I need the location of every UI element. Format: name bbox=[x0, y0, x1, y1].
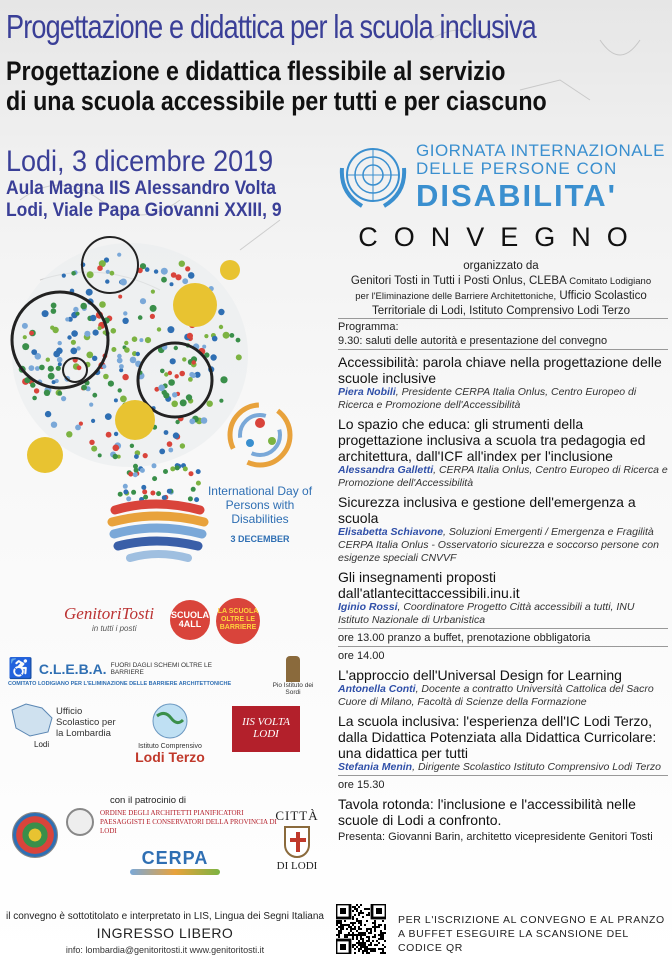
bulb-dot bbox=[65, 317, 69, 321]
bulb-dot bbox=[35, 366, 40, 371]
bulb-dot bbox=[175, 465, 180, 470]
un-line-3: DISABILITA' bbox=[416, 178, 618, 213]
bulb-dot bbox=[218, 309, 224, 315]
bulb-dot bbox=[188, 377, 193, 382]
bulb-dot bbox=[128, 472, 133, 477]
bulb-dot bbox=[172, 392, 177, 397]
cerpa-text: CERPA bbox=[141, 848, 209, 868]
bulb-dot bbox=[62, 274, 66, 278]
bulb-dot bbox=[34, 388, 39, 393]
bulb-dot bbox=[118, 388, 122, 392]
bulb-dot bbox=[185, 266, 190, 271]
bulb-dot bbox=[204, 334, 208, 338]
chess-cube-icon bbox=[12, 812, 58, 858]
bulb-dot bbox=[188, 496, 193, 501]
bulb-dot bbox=[143, 453, 148, 458]
genitori-name: GenitoriTosti bbox=[64, 604, 155, 623]
bulb-dot bbox=[118, 295, 122, 299]
speaker-role: , CERPA Italia Onlus, Centro Europeo di Ricerca e Promozione dell'Accessibilità bbox=[338, 464, 668, 489]
speaker-name: Elisabetta Schiavone bbox=[338, 526, 444, 538]
talk-title: Gli insegnamenti proposti dall'atlantecittaccessibili.inu.it bbox=[338, 569, 520, 601]
talk-speaker bbox=[338, 601, 668, 627]
bulb-dot bbox=[189, 418, 195, 424]
bulb-dot bbox=[189, 372, 194, 377]
coat-of-arms-icon bbox=[284, 826, 310, 858]
bulb-dot bbox=[106, 432, 112, 438]
bulb-dot bbox=[167, 489, 172, 494]
ordine-emblem-icon bbox=[66, 808, 94, 836]
bulb-dot bbox=[188, 272, 195, 279]
ordine-text: ORDINE DEGLI ARCHITETTI PIANIFICATORI PAESAGGISTI E CONSERVATORI DELLA PROVINCIA DI LODI bbox=[100, 808, 277, 835]
bulb-dot bbox=[162, 495, 167, 500]
bulb-dot bbox=[154, 269, 158, 273]
bulb-dot bbox=[236, 338, 241, 343]
cleba-sub: FUORI DAGLI SCHEMI OLTRE LE BARRIERE bbox=[110, 661, 212, 676]
bulb-dot bbox=[97, 265, 103, 271]
bulb-dot bbox=[170, 358, 176, 364]
bulb-dot bbox=[196, 481, 201, 486]
bulb-dot bbox=[113, 454, 118, 459]
event-date: Lodi, 3 dicembre 2019 bbox=[6, 145, 274, 178]
pio-istituto-logo bbox=[268, 656, 318, 696]
bulb-dot bbox=[123, 484, 128, 489]
bulb-dot bbox=[91, 446, 97, 452]
bulb-dot bbox=[86, 289, 93, 296]
bulb-dot bbox=[93, 330, 99, 336]
bulb-dot bbox=[51, 308, 57, 314]
un-day-text bbox=[416, 142, 665, 178]
subtitle bbox=[6, 56, 547, 116]
bulb-dot bbox=[103, 374, 109, 380]
org-1-small: Comitato Lodigiano bbox=[569, 276, 652, 287]
bulb-dot bbox=[32, 396, 37, 401]
org-2: Ufficio Scolastico bbox=[559, 290, 647, 302]
main-title: Progettazione e didattica per la scuola inclusiva bbox=[6, 8, 536, 45]
qr-instructions: PER L'ISCRIZIONE AL CONVEGNO E AL PRANZO A BUFFET ESEGUIRE LA SCANSIONE DEL CODICE QR bbox=[398, 914, 665, 954]
bulb-dot bbox=[150, 491, 155, 496]
genitori-sub: in tutti i posti bbox=[92, 624, 137, 633]
bulb-dot bbox=[71, 330, 78, 337]
bulb-dot bbox=[180, 443, 185, 448]
divider bbox=[338, 646, 668, 647]
talk-title: Lo spazio che educa: gli strumenti della progettazione inclusiva a scuola tra pedagogia ed architettura, dall'ICF all'index per l'inclusione bbox=[338, 416, 646, 464]
bulb-dot bbox=[22, 323, 28, 329]
ufficio-scolastico-logo bbox=[8, 700, 118, 749]
genitori-tosti-logo bbox=[64, 604, 164, 633]
round-title: Tavola rotonda: l'inclusione e l'accessibilità nelle scuole di Lodi a confronto. bbox=[338, 796, 636, 828]
bulb-dot bbox=[71, 340, 76, 345]
program-opening: 9.30: saluti delle autorità e presentazione del convegno bbox=[338, 335, 608, 347]
volta-logo bbox=[232, 706, 300, 752]
scuola-oltre-text: LA SCUOLA OLTRE LE BARRIERE bbox=[217, 608, 259, 631]
bulb-dot bbox=[236, 354, 242, 360]
cerpa-wave-icon bbox=[130, 869, 220, 875]
speaker-name: Alessandra Galletti bbox=[338, 464, 434, 476]
bulb-dot bbox=[84, 331, 90, 337]
ufficio-text: Ufficio Scolastico per la Lombardia bbox=[56, 706, 116, 739]
lis-note: il convegno è sottotitolato e interpretato in LIS, Lingua dei Segni Italiana bbox=[6, 911, 324, 922]
talk-speaker bbox=[338, 386, 668, 412]
bulb-dot bbox=[171, 401, 178, 408]
org-1: Genitori Tosti in Tutti i Posti Onlus, CLEBA bbox=[350, 275, 567, 287]
qr-code-icon[interactable] bbox=[336, 904, 386, 954]
speaker-role: , Soluzioni Emergenti / Emergenza e Fragilità CERPA Italia Onlus - Osservatorio sicurezza e soccorso persone con esigenze speciali CNVVF bbox=[338, 526, 659, 564]
bulb-dot bbox=[23, 335, 27, 339]
organizers bbox=[336, 259, 666, 319]
speaker-role: , Dirigente Scolastico Istituto Comprensivo Lodi Terzo bbox=[412, 761, 661, 773]
bulb-dot bbox=[42, 310, 49, 317]
pio-text: Pio Istituto dei Sordi bbox=[272, 682, 314, 696]
bulb-dot bbox=[161, 277, 167, 283]
bulb-dot bbox=[191, 487, 196, 492]
bulb-dot bbox=[132, 336, 138, 342]
bulb-dot bbox=[179, 371, 185, 377]
bulb-dot bbox=[66, 431, 72, 437]
speaker-name: Piera Nobili bbox=[338, 386, 396, 398]
bulb-dot bbox=[98, 326, 102, 330]
free-entry: INGRESSO LIBERO bbox=[96, 925, 234, 941]
bulb-dot bbox=[75, 312, 79, 316]
bulb-dot bbox=[223, 332, 230, 339]
bulb-dot bbox=[140, 468, 145, 473]
bulb-dot bbox=[138, 315, 143, 320]
talk-title: Sicurezza inclusiva e gestione dell'emergenza a scuola bbox=[338, 494, 636, 526]
bulb-dot bbox=[56, 348, 63, 355]
speaker-role: , Presidente CERPA Italia Onlus, Centro Europeo di Ricerca e Promozione dell'Accessibilità bbox=[338, 386, 637, 411]
cerpa-logo bbox=[130, 848, 220, 875]
bulb-dot bbox=[75, 425, 81, 431]
talk-speaker bbox=[338, 683, 668, 709]
bulb-dot bbox=[131, 490, 136, 495]
statue-icon bbox=[286, 656, 300, 682]
bulb-dot bbox=[220, 376, 227, 383]
convegno-label: CONVEGNO bbox=[358, 222, 644, 252]
bulb-dot bbox=[140, 298, 146, 304]
contacts: info: lombardia@genitoritosti.it www.genitoritosti.it bbox=[65, 945, 265, 955]
bulb-dot bbox=[161, 268, 168, 275]
wheelchair-icon: ♿ bbox=[8, 658, 33, 680]
divider bbox=[338, 628, 668, 629]
speaker-name: Stefania Menin bbox=[338, 761, 413, 773]
bulb-dot bbox=[70, 348, 77, 355]
idp-date: 3 DECEMBER bbox=[230, 534, 290, 544]
bulb-dot bbox=[124, 341, 128, 345]
bulb-dot bbox=[150, 314, 155, 319]
bulb-dot bbox=[183, 466, 188, 471]
bulb-dot bbox=[99, 301, 106, 308]
divider bbox=[338, 318, 668, 319]
event-info bbox=[6, 146, 306, 222]
bulb-dot bbox=[57, 357, 63, 363]
bulb-dot bbox=[180, 399, 187, 406]
bulb-dot bbox=[111, 347, 116, 352]
subtitle-line-1: Progettazione e didattica flessibile al servizio bbox=[6, 56, 506, 86]
bulb-dot bbox=[22, 343, 29, 350]
bulb-dot bbox=[175, 420, 179, 424]
event-address: Lodi, Viale Papa Giovanni XXIII, 9 bbox=[6, 200, 282, 221]
bulb-dot bbox=[52, 327, 58, 333]
bulb-dot bbox=[119, 364, 124, 369]
bulb-dot bbox=[173, 432, 179, 438]
cleba-name: C.L.E.B.A. bbox=[38, 660, 107, 677]
bulb-dot bbox=[152, 476, 157, 481]
bulb-dot bbox=[163, 469, 168, 474]
ordine-architetti-logo bbox=[66, 808, 286, 836]
bulb-dot bbox=[179, 261, 185, 267]
bulb-dot bbox=[186, 394, 192, 400]
bulb-dot bbox=[120, 396, 127, 403]
bulb-dot bbox=[230, 333, 235, 338]
bulb-dot bbox=[51, 303, 57, 309]
bulb-dot bbox=[136, 352, 140, 356]
bulb-dot bbox=[87, 271, 94, 278]
bulb-dot bbox=[48, 373, 55, 380]
un-emblem-icon bbox=[336, 138, 410, 212]
bulb-dot bbox=[130, 357, 137, 364]
bulb-dot bbox=[174, 346, 178, 350]
bulb-dot bbox=[122, 318, 128, 324]
bulb-dot bbox=[90, 315, 96, 321]
talk-title: L'approccio dell'Universal Design for Learning bbox=[338, 667, 622, 683]
di-lodi-text: DI LODI bbox=[276, 860, 318, 872]
bulb-dot bbox=[108, 381, 114, 387]
ufficio-city: Lodi bbox=[34, 740, 50, 749]
bulb-dot bbox=[114, 432, 118, 436]
bulb-dot bbox=[170, 466, 175, 471]
talk-title: La scuola inclusiva: l'esperienza dell'IC Lodi Terzo, dalla Didattica Potenziata alla Didattica Curricolare: una didattica per tutti bbox=[338, 713, 657, 761]
bulb-dot bbox=[80, 303, 87, 310]
bulb-dot bbox=[192, 360, 196, 364]
bulb-dot bbox=[182, 278, 188, 284]
bulb-dot bbox=[142, 489, 147, 494]
bulb-dot bbox=[77, 365, 82, 370]
bulb-dot bbox=[139, 338, 143, 342]
bulb-dot bbox=[58, 341, 62, 345]
org-3: Territoriale di Lodi, Istituto Comprensivo Lodi Terzo bbox=[371, 305, 631, 317]
lodi-terzo-logo bbox=[122, 702, 218, 764]
bulb-dot bbox=[44, 390, 50, 396]
bulb-dot bbox=[158, 385, 165, 392]
bulb-dot bbox=[175, 274, 181, 280]
bulb-dot bbox=[160, 369, 165, 374]
bulb-dot bbox=[202, 345, 206, 349]
bulb-dot bbox=[56, 366, 61, 371]
bulb-dot bbox=[92, 356, 97, 361]
bulb-dot bbox=[124, 347, 130, 353]
bulb-dot bbox=[141, 485, 146, 490]
bulb-dot bbox=[182, 357, 186, 361]
bulb-dot bbox=[187, 333, 193, 339]
bulb-dot bbox=[210, 354, 216, 360]
bulb-base-icon bbox=[112, 504, 204, 558]
lodi-terzo-name: Lodi Terzo bbox=[135, 749, 205, 765]
bulb-dot bbox=[114, 398, 118, 402]
bulb-dot bbox=[157, 327, 161, 331]
bulb-dot bbox=[29, 331, 34, 336]
idp-logo bbox=[205, 395, 315, 544]
bulb-dot bbox=[151, 290, 155, 294]
bulb-dot bbox=[98, 453, 102, 457]
bulb-dot bbox=[105, 413, 112, 420]
patronage-label: con il patrocinio di bbox=[110, 795, 187, 806]
bulb-dot bbox=[30, 382, 35, 387]
bulb-dot bbox=[46, 358, 50, 362]
bulb-dot bbox=[167, 326, 174, 333]
bulb-dot bbox=[89, 403, 93, 407]
talk-title: Accessibilità: parola chiave nella progettazione delle scuole inclusive bbox=[338, 354, 662, 386]
bulb-dot bbox=[105, 279, 109, 283]
bulb-dot bbox=[58, 362, 62, 366]
bulb-dot bbox=[143, 495, 148, 500]
bulb-dot bbox=[31, 349, 37, 355]
organized-by: organizzato da bbox=[463, 260, 539, 272]
divider bbox=[338, 349, 668, 350]
citta-text: CITTÀ bbox=[275, 808, 319, 823]
bulb-dot bbox=[194, 497, 199, 502]
bulb-dot bbox=[91, 419, 95, 423]
bulb-dot bbox=[212, 336, 218, 342]
bulb-dot bbox=[168, 371, 172, 375]
bulb-dot bbox=[175, 374, 179, 378]
bulb-dot bbox=[92, 393, 97, 398]
bulb-dot bbox=[113, 445, 120, 452]
bulb-dot bbox=[219, 325, 223, 329]
bulb-dot bbox=[81, 385, 87, 391]
cleba-logo bbox=[8, 656, 243, 687]
scuola4all-logo bbox=[170, 600, 210, 640]
lombardia-map-icon bbox=[8, 700, 56, 740]
bulb-dot bbox=[48, 366, 54, 372]
bulb-dot bbox=[133, 472, 138, 477]
speaker-name: Iginio Rossi bbox=[338, 601, 398, 613]
un-line-2: DELLE PERSONE CON bbox=[416, 159, 618, 178]
bulb-dot bbox=[126, 496, 131, 501]
un-day-banner bbox=[336, 138, 668, 220]
bulb-dot bbox=[164, 430, 169, 435]
event-venue: Aula Magna IIS Alessandro Volta bbox=[6, 178, 277, 199]
un-line-1: GIORNATA INTERNAZIONALE bbox=[416, 141, 665, 160]
bulb-dot bbox=[118, 492, 123, 497]
bulb-dot bbox=[61, 396, 66, 401]
bulb-dot bbox=[51, 422, 57, 428]
bulb-dot bbox=[134, 454, 139, 459]
citta-di-lodi-logo bbox=[272, 808, 322, 872]
bulb-dot bbox=[45, 411, 51, 417]
bulb-dot bbox=[152, 463, 157, 468]
bulb-dot bbox=[57, 391, 62, 396]
bulb-dot bbox=[168, 379, 175, 386]
bulb-dot bbox=[39, 365, 45, 371]
idp-text: International Day of Persons with Disabilities bbox=[207, 484, 313, 526]
bulb-dot bbox=[145, 267, 150, 272]
bulb-dot bbox=[159, 449, 165, 455]
afternoon-time: ore 14.00 bbox=[338, 650, 385, 662]
bulb-dot bbox=[145, 337, 151, 343]
bulb-dot bbox=[106, 270, 110, 274]
bulb-dot bbox=[120, 279, 127, 286]
bulb-dot bbox=[89, 440, 94, 445]
bulb-dot bbox=[130, 444, 134, 448]
idp-emblem-icon bbox=[220, 395, 300, 475]
bulb-dot bbox=[168, 448, 173, 453]
bulb-dot bbox=[170, 282, 174, 286]
lunch-time: ore 13.00 pranzo a buffet, prenotazione obbligatoria bbox=[338, 632, 591, 644]
bulb-dot bbox=[110, 271, 115, 276]
bulb-dot bbox=[117, 253, 121, 257]
bulb-dot bbox=[86, 352, 93, 359]
globe-icon bbox=[145, 702, 195, 740]
subtitle-line-2: di una scuola accessibile per tutti e per ciascuno bbox=[6, 86, 547, 116]
program-label: Programma: bbox=[338, 321, 399, 333]
org-2-small: per l'Eliminazione delle Barriere Architettoniche, bbox=[355, 291, 557, 302]
lodi-terzo-small: Istituto Comprensivo bbox=[138, 743, 202, 750]
program bbox=[338, 317, 668, 844]
volta-text: IIS VOLTA LODI bbox=[242, 716, 290, 740]
talk-speaker bbox=[338, 464, 668, 490]
bulb-dot bbox=[117, 354, 122, 359]
bulb-dot bbox=[73, 307, 78, 312]
bulb-dot bbox=[122, 374, 128, 380]
bulb-dot bbox=[156, 491, 161, 496]
bulb-dot bbox=[71, 271, 76, 276]
presenter: Presenta: Giovanni Barin, architetto vicepresidente Genitori Tosti bbox=[338, 831, 653, 843]
speaker-name: Antonella Conti bbox=[338, 683, 416, 695]
bulb-dot bbox=[123, 311, 127, 315]
cleba-sub2: COMITATO LODIGIANO PER L'ELIMINAZIONE DELLE BARRIERE ARCHITETTONICHE bbox=[8, 681, 232, 687]
bulb-dot bbox=[111, 328, 117, 334]
bulb-dot bbox=[67, 335, 71, 339]
bulb-dot bbox=[150, 305, 157, 312]
divider bbox=[338, 775, 668, 776]
bulb-dot bbox=[196, 469, 201, 474]
bulb-dot bbox=[189, 471, 194, 476]
bulb-dot bbox=[29, 365, 35, 371]
round-time: ore 15.30 bbox=[338, 779, 385, 791]
bulb-dot bbox=[52, 380, 56, 384]
speaker-role: , Docente a contratto Università Cattolica del Sacro Cuore di Milano, Facoltà di Scienze della Formazione bbox=[338, 683, 654, 708]
scuola4all-text: SCUOLA 4ALL bbox=[171, 610, 209, 629]
talk-speaker bbox=[338, 761, 668, 774]
scuola-oltre-logo bbox=[216, 598, 260, 644]
bulb-dot bbox=[167, 441, 173, 447]
bulb-dot bbox=[134, 468, 139, 473]
bulb-dot bbox=[117, 358, 123, 364]
bulb-dot bbox=[123, 489, 128, 494]
talk-speaker bbox=[338, 526, 668, 565]
bulb-dot bbox=[163, 392, 169, 398]
speaker-role: , Coordinatore Progetto Città accessibili a tutti, INU Istituto Nazionale di Urbanistica bbox=[338, 601, 635, 626]
